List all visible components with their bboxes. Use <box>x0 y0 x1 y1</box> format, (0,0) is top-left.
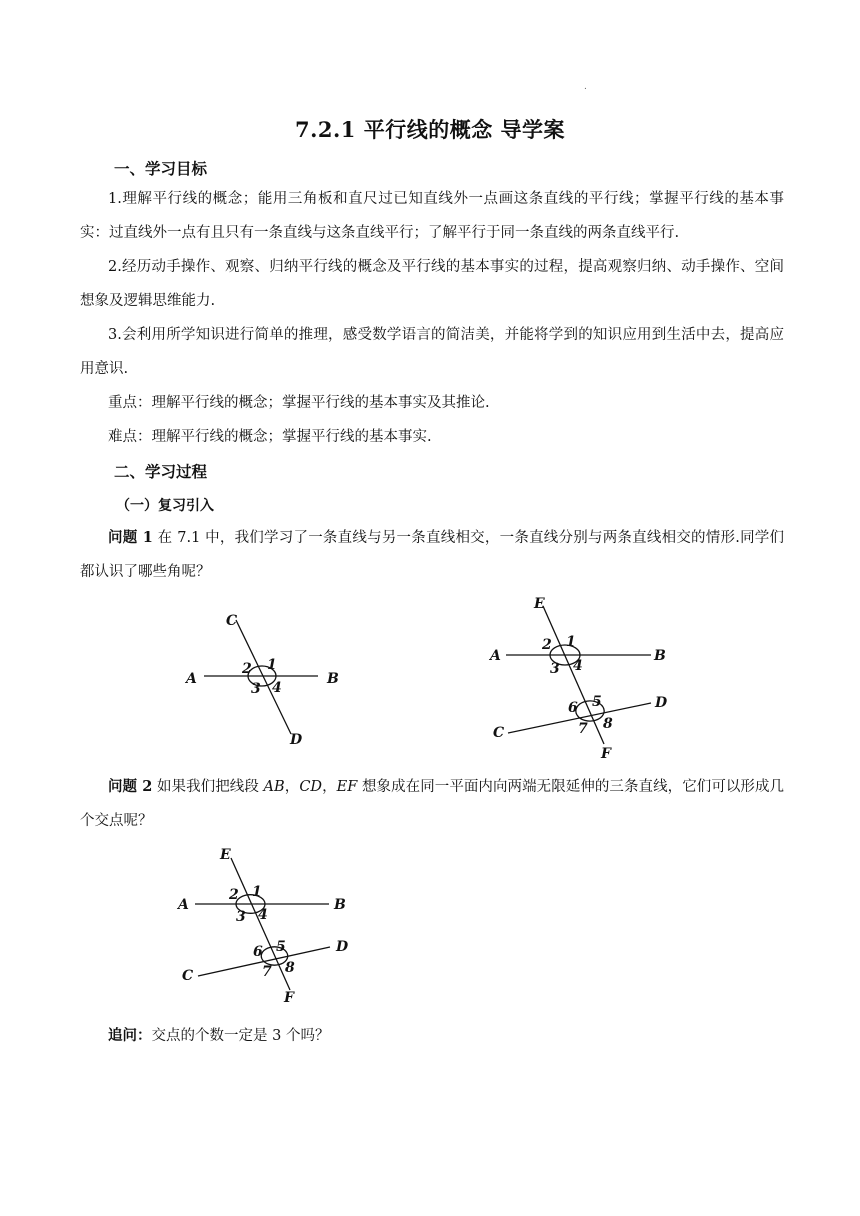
fig3-angle-6: 6 <box>253 944 263 960</box>
fig3-angle-5: 5 <box>276 939 286 955</box>
fig3-angle-3: 3 <box>236 909 246 925</box>
segment-EF: EF <box>336 779 358 795</box>
fig3-label-F: F <box>284 990 294 1006</box>
objective-2: 2.经历动手操作、观察、归纳平行线的概念及平行线的基本事实的过程，提高观察归纳、动手操作、空间想象及逻辑思维能力. <box>80 259 784 309</box>
section-heading-objectives: 一、学习目标 <box>114 159 208 178</box>
header-dot: . <box>584 82 587 92</box>
page-title: 7.2.1 平行线的概念 导学案 <box>294 117 566 142</box>
fig3-label-E: E <box>220 847 231 863</box>
fig2-label-E: E <box>534 596 545 612</box>
fig2-angle-2: 2 <box>542 637 552 653</box>
fig1-angle-4: 4 <box>272 680 282 696</box>
fig1-angle-2: 2 <box>242 661 252 677</box>
fig2-label-F: F <box>601 746 611 762</box>
fig1-label-C: C <box>226 613 238 629</box>
question-1 <box>80 521 784 589</box>
follow-up-label: 追问： <box>108 1027 152 1044</box>
objective-3: 3.会利用所学知识进行简单的推理，感受数学语言的简洁美，并能将学到的知识应用到生活中去，提高应用意识. <box>80 327 784 377</box>
fig2-label-B: B <box>654 648 666 664</box>
question-2-text-pre: 如果我们把线段 <box>156 779 264 795</box>
separator: ， <box>284 779 300 795</box>
segment-AB: AB <box>263 779 285 795</box>
fig2-label-A: A <box>490 648 501 664</box>
fig2-label-D: D <box>655 695 668 711</box>
question-2-text-post: 想象成在同一平面内向两端无限延伸的三条直线，它们可以形成几个交点呢？ <box>80 779 785 829</box>
fig2-label-C: C <box>493 725 505 741</box>
fig3-angle-7: 7 <box>262 964 272 980</box>
fig3-angle-8: 8 <box>285 960 295 976</box>
fig2-angle-5: 5 <box>592 694 602 710</box>
fig3-label-D: D <box>336 939 349 955</box>
follow-up-text: 交点的个数一定是 3 个吗？ <box>151 1028 330 1044</box>
fig2-angle-3: 3 <box>550 661 560 677</box>
difficulties: 难点：理解平行线的概念；掌握平行线的基本事实. <box>108 429 432 445</box>
key-points: 重点：理解平行线的概念；掌握平行线的基本事实及其推论. <box>108 395 490 411</box>
fig1-label-D: D <box>290 732 303 748</box>
question-2 <box>80 770 784 838</box>
fig1-label-B: B <box>327 671 339 687</box>
fig2-angle-7: 7 <box>578 721 588 737</box>
fig3-label-C: C <box>182 968 194 984</box>
fig3-angle-4: 4 <box>258 907 268 923</box>
question-1-text: 在 7.1 中，我们学习了一条直线与另一条直线相交，一条直线分别与两条直线相交的情形.同学们都认识了哪些角呢？ <box>80 530 785 580</box>
section-heading-process: 二、学习过程 <box>114 462 208 481</box>
fig3-angle-1: 1 <box>252 884 262 900</box>
segment-CD: CD <box>299 779 323 795</box>
subsection-review: （一）复习引入 <box>116 498 214 514</box>
question-1-label: 问题 1 <box>108 529 153 546</box>
fig2-angle-8: 8 <box>603 716 613 732</box>
fig2-angle-1: 1 <box>566 634 576 650</box>
fig3-angle-2: 2 <box>229 887 239 903</box>
fig2-angle-4: 4 <box>573 658 583 674</box>
fig3-label-B: B <box>334 897 346 913</box>
follow-up-question <box>80 1019 784 1053</box>
separator: ， <box>322 779 337 795</box>
fig1-angle-1: 1 <box>267 657 277 673</box>
fig3-label-A: A <box>178 897 189 913</box>
fig1-label-A: A <box>186 671 197 687</box>
figure-two-intersecting-lines <box>180 608 350 753</box>
objective-1: 1.理解平行线的概念；能用三角板和直尺过已知直线外一点画这条直线的平行线；掌握平行线的基本事实：过直线外一点有且只有一条直线与这条直线平行；了解平行于同一条直线的两条直线平行. <box>80 191 784 241</box>
fig2-angle-6: 6 <box>568 700 578 716</box>
figure-transversal-small <box>176 845 356 1005</box>
fig1-angle-3: 3 <box>251 681 261 697</box>
figure-transversal-large <box>486 594 686 764</box>
question-2-label: 问题 2 <box>108 778 153 795</box>
